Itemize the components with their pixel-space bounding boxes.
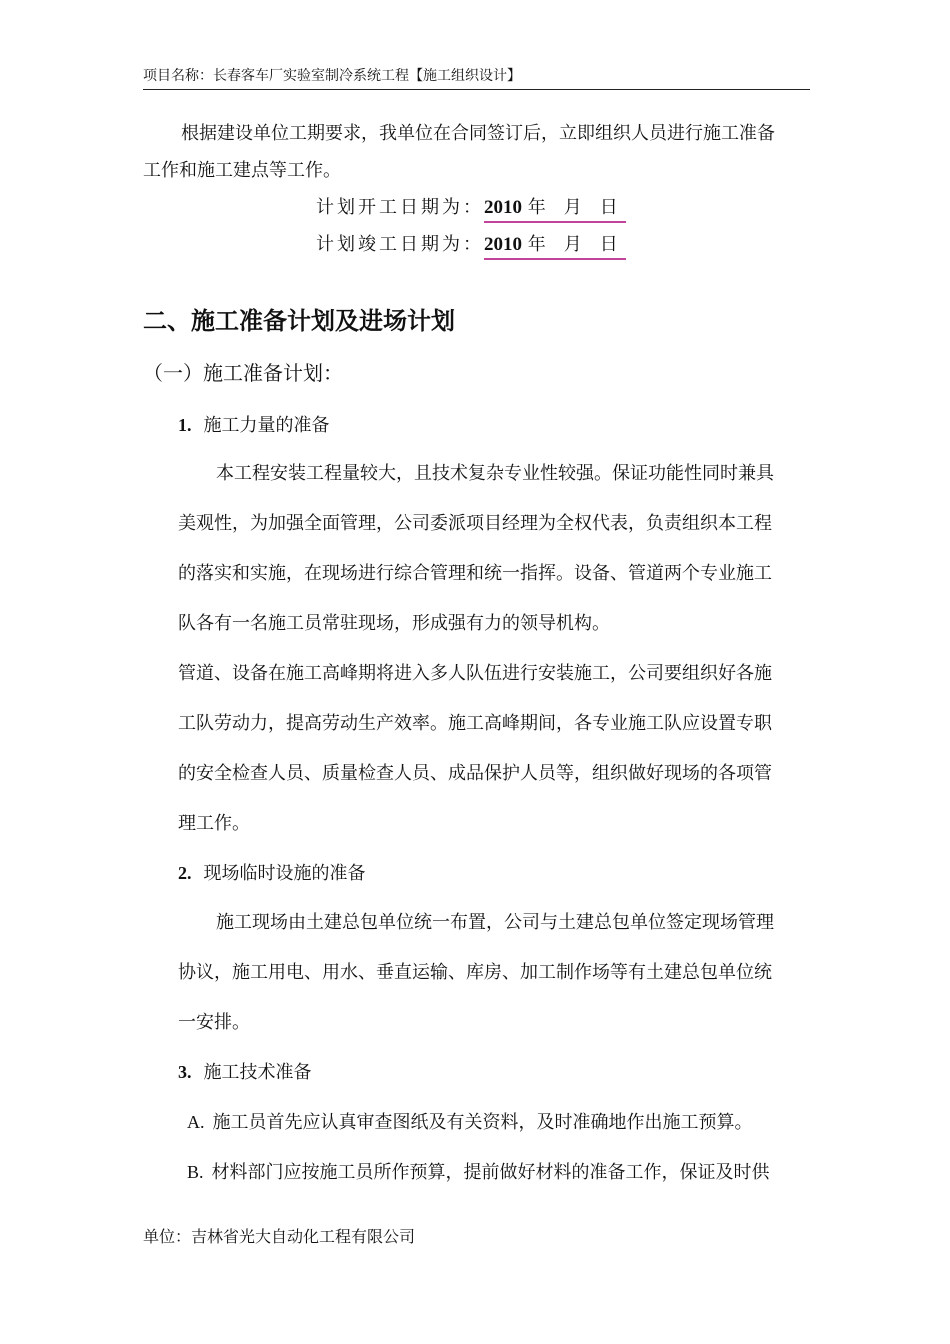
item-1-line: 工队劳动力，提高劳动生产效率。施工高峰期间，各专业施工队应设置专职 <box>178 713 772 734</box>
intro-line-2: 工作和施工建点等工作。 <box>143 160 341 181</box>
end-date-value: 2010 年 月 日 <box>484 234 626 260</box>
section-heading: 二、施工准备计划及进场计划 <box>143 307 455 335</box>
item-3-point-b: B. 材料部门应按施工员所作预算，提前做好材料的准备工作，保证及时供 <box>187 1162 770 1183</box>
start-date-value: 2010 年 月 日 <box>484 197 626 223</box>
item-1-line: 管道、设备在施工高峰期将进入多人队伍进行安装施工，公司要组织好各施 <box>178 663 772 684</box>
item-1-line: 理工作。 <box>178 813 250 834</box>
header-divider <box>143 89 810 90</box>
item-3-heading: 3. 施工技术准备 <box>178 1062 312 1083</box>
item-1-line: 队各有一名施工员常驻现场，形成强有力的领导机构。 <box>178 613 610 634</box>
page-header: 项目名称：长春客车厂实验室制冷系统工程【施工组织设计】 <box>143 68 521 84</box>
planned-start-date <box>316 197 626 223</box>
planned-end-date <box>316 234 626 260</box>
item-2-line: 协议，施工用电、用水、垂直运输、库房、加工制作场等有土建总包单位统 <box>178 962 772 983</box>
end-year: 2010 <box>484 234 522 255</box>
end-date-label: 计划竣工日期为： <box>316 234 484 255</box>
item-2-line: 一安排。 <box>178 1012 250 1033</box>
start-year: 2010 <box>484 197 522 218</box>
item-1-line: 的落实和实施，在现场进行综合管理和统一指挥。设备、管道两个专业施工 <box>178 563 772 584</box>
page-footer: 单位：吉林省光大自动化工程有限公司 <box>143 1227 416 1246</box>
subsection-heading: （一）施工准备计划： <box>143 361 343 385</box>
item-2-heading: 2. 现场临时设施的准备 <box>178 863 366 884</box>
item-2-line: 施工现场由土建总包单位统一布置，公司与土建总包单位签定现场管理 <box>216 912 774 933</box>
item-1-line: 本工程安装工程量较大，且技术复杂专业性较强。保证功能性同时兼具 <box>216 463 774 484</box>
item-1-line: 美观性，为加强全面管理，公司委派项目经理为全权代表，负责组织本工程 <box>178 513 772 534</box>
item-1-heading: 1. 施工力量的准备 <box>178 415 330 436</box>
item-1-line: 的安全检查人员、质量检查人员、成品保护人员等，组织做好现场的各项管 <box>178 763 772 784</box>
start-date-label: 计划开工日期为： <box>316 197 484 218</box>
item-3-point-a: A. 施工员首先应认真审查图纸及有关资料，及时准确地作出施工预算。 <box>187 1112 753 1133</box>
intro-line-1: 根据建设单位工期要求，我单位在合同签订后，立即组织人员进行施工准备 <box>181 123 775 144</box>
